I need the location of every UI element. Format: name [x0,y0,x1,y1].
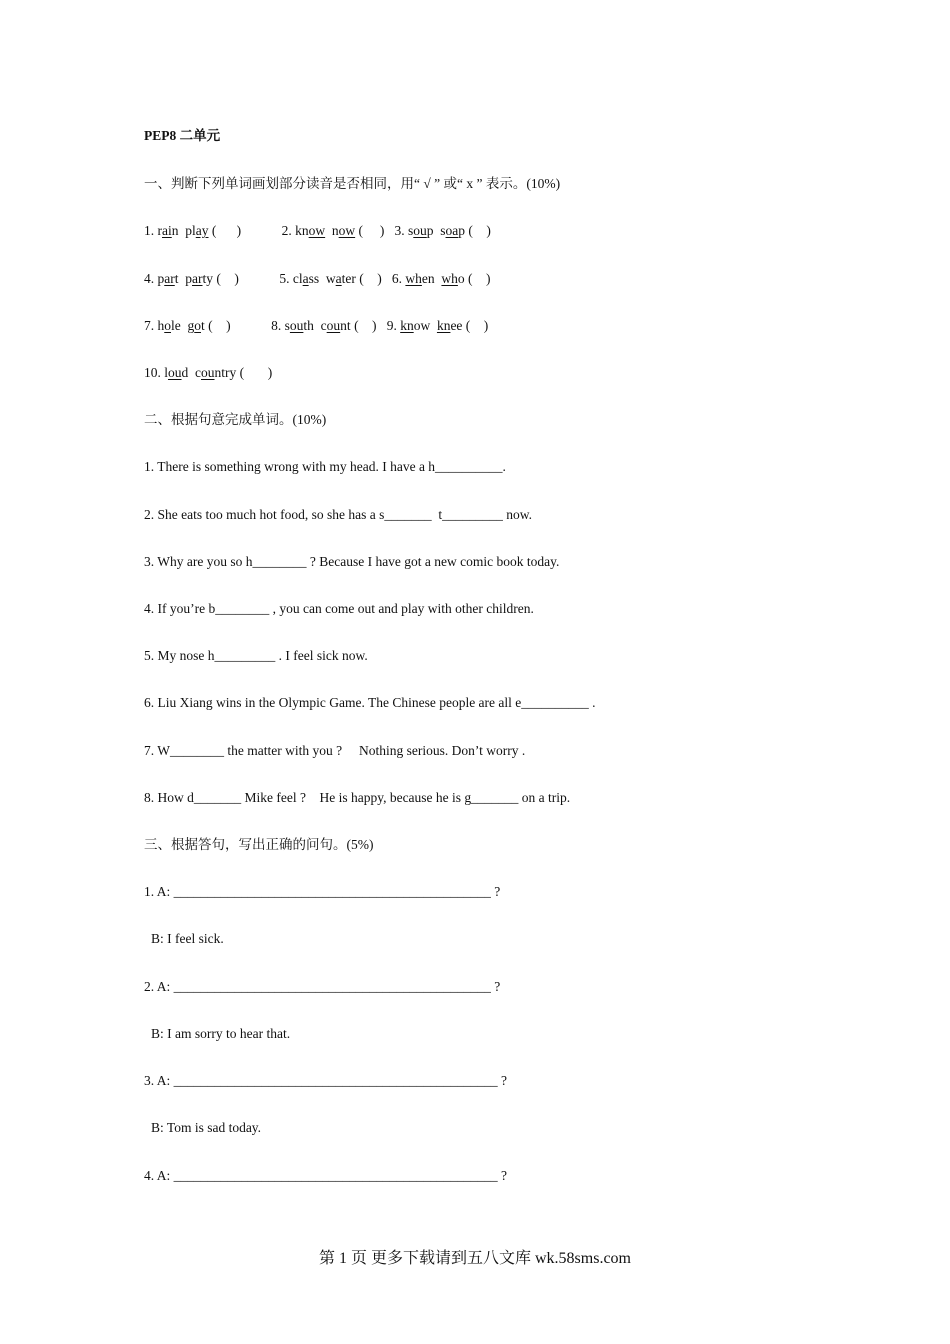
answer-blank: ( ) [465,223,491,238]
phonics-word: class [292,271,320,286]
answer-blank: ( ) [208,223,242,238]
answer-blank: ( ) [236,365,273,380]
phonics-word: south [284,318,314,333]
phonics-item: 4. part party ( ) [144,271,239,286]
underlined-letters: kn [436,318,451,333]
phonics-word: play [185,223,209,238]
underlined-letters: ou [168,365,182,380]
phonics-row [144,222,491,240]
underlined-letters: ou [326,318,341,333]
underlined-letters: o [194,318,201,333]
phonics-row [144,270,491,288]
phonics-word: loud [164,365,189,380]
section-1-heading: 一、判断下列单词画划部分读音是否相同，用“ √ ” 或“ x ” 表示。(10%) [144,176,561,191]
page-footer: 第 1 页 更多下载请到五八文库 wk.58sms.com [318,1250,631,1267]
phonics-word: rain [157,223,179,238]
phonics-word: knee [436,318,463,333]
phonics-word: know [295,223,326,238]
phonics-word: know [400,318,431,333]
phonics-word: who [441,271,465,286]
phonics-word: soap [440,223,466,238]
fill-in-item: 3. Why are you so h________ ? Because I have got a new comic book today. [144,554,560,569]
phonics-word: party [185,271,214,286]
phonics-word: water [325,271,356,286]
fill-in-item: 1. There is something wrong with my head. I have a h__________. [144,459,506,474]
phonics-word: country [195,365,237,380]
phonics-word: hole [157,318,181,333]
underlined-letters: ow [308,223,326,238]
underlined-letters: ar [192,271,203,286]
phonics-word: part [157,271,179,286]
fill-in-item: 5. My nose h_________ . I feel sick now. [144,648,368,663]
question-line: 2. A: _______________________________________________ ? [144,979,501,994]
phonics-word: count [320,318,351,333]
phonics-item: 1. rain play ( ) [144,223,242,238]
phonics-item: 9. know knee ( ) [386,318,489,333]
answer-blank: ( ) [204,318,231,333]
underlined-letters: ai [162,223,172,238]
underlined-letters: a [302,271,309,286]
phonics-item: 8. south count ( ) [271,318,377,333]
underlined-letters: ou [413,223,427,238]
fill-in-item: 8. How d_______ Mike feel ? He is happy, because he is g_______ on a trip. [144,790,571,805]
answer-line: B: I am sorry to hear that. [151,1026,291,1041]
phonics-item: 2. know now ( ) [281,223,385,238]
answer-line: B: I feel sick. [151,931,224,946]
answer-blank: ( ) [462,318,489,333]
question-line: 1. A: _______________________________________________ ? [144,884,501,899]
question-line: 4. A: ________________________________________________ ? [144,1168,507,1183]
question-line: 3. A: ________________________________________________ ? [144,1073,507,1088]
underlined-letters: o [164,318,171,333]
underlined-letters: kn [400,318,414,333]
answer-blank: ( ) [355,223,385,238]
fill-in-item: 7. W________ the matter with you ? Nothing serious. Don’t worry . [144,743,526,758]
underlined-letters: a [335,271,342,286]
phonics-row [144,364,272,382]
underlined-letters: ar [164,271,175,286]
fill-in-item: 4. If you’re b________ , you can come out and play with other children. [144,601,534,616]
underlined-letters: ou [289,318,304,333]
phonics-word: got [187,318,205,333]
page-title: PEP8 二单元 [144,128,221,143]
phonics-word: now [331,223,356,238]
phonics-word: when [405,271,435,286]
section-2-heading: 二、根据句意完成单词。(10%) [144,412,327,427]
fill-in-item: 2. She eats too much hot food, so she has a s_______ t_________ now. [144,507,532,522]
answer-blank: ( ) [213,271,239,286]
answer-blank: ( ) [350,318,377,333]
fill-in-item: 6. Liu Xiang wins in the Olympic Game. The Chinese people are all e__________ . [144,695,596,710]
section-3-heading: 三、根据答句，写出正确的问句。(5%) [144,837,374,852]
underlined-letters: oa [445,223,459,238]
phonics-item: 3. soup soap ( ) [394,223,491,238]
phonics-item: 10. loud country ( ) [144,365,273,380]
phonics-item: 6. when who ( ) [391,271,491,286]
phonics-item: 5. class water ( ) [279,271,382,286]
underlined-letters: ou [201,365,215,380]
answer-blank: ( ) [355,271,382,286]
phonics-item: 7. hole got ( ) [144,318,231,333]
answer-blank: ( ) [464,271,491,286]
underlined-letters: wh [405,271,422,286]
underlined-letters: ow [338,223,356,238]
underlined-letters: wh [441,271,458,286]
underlined-letters: ay [195,223,209,238]
phonics-row [144,317,488,335]
phonics-word: soup [408,223,434,238]
answer-line: B: Tom is sad today. [151,1120,262,1135]
